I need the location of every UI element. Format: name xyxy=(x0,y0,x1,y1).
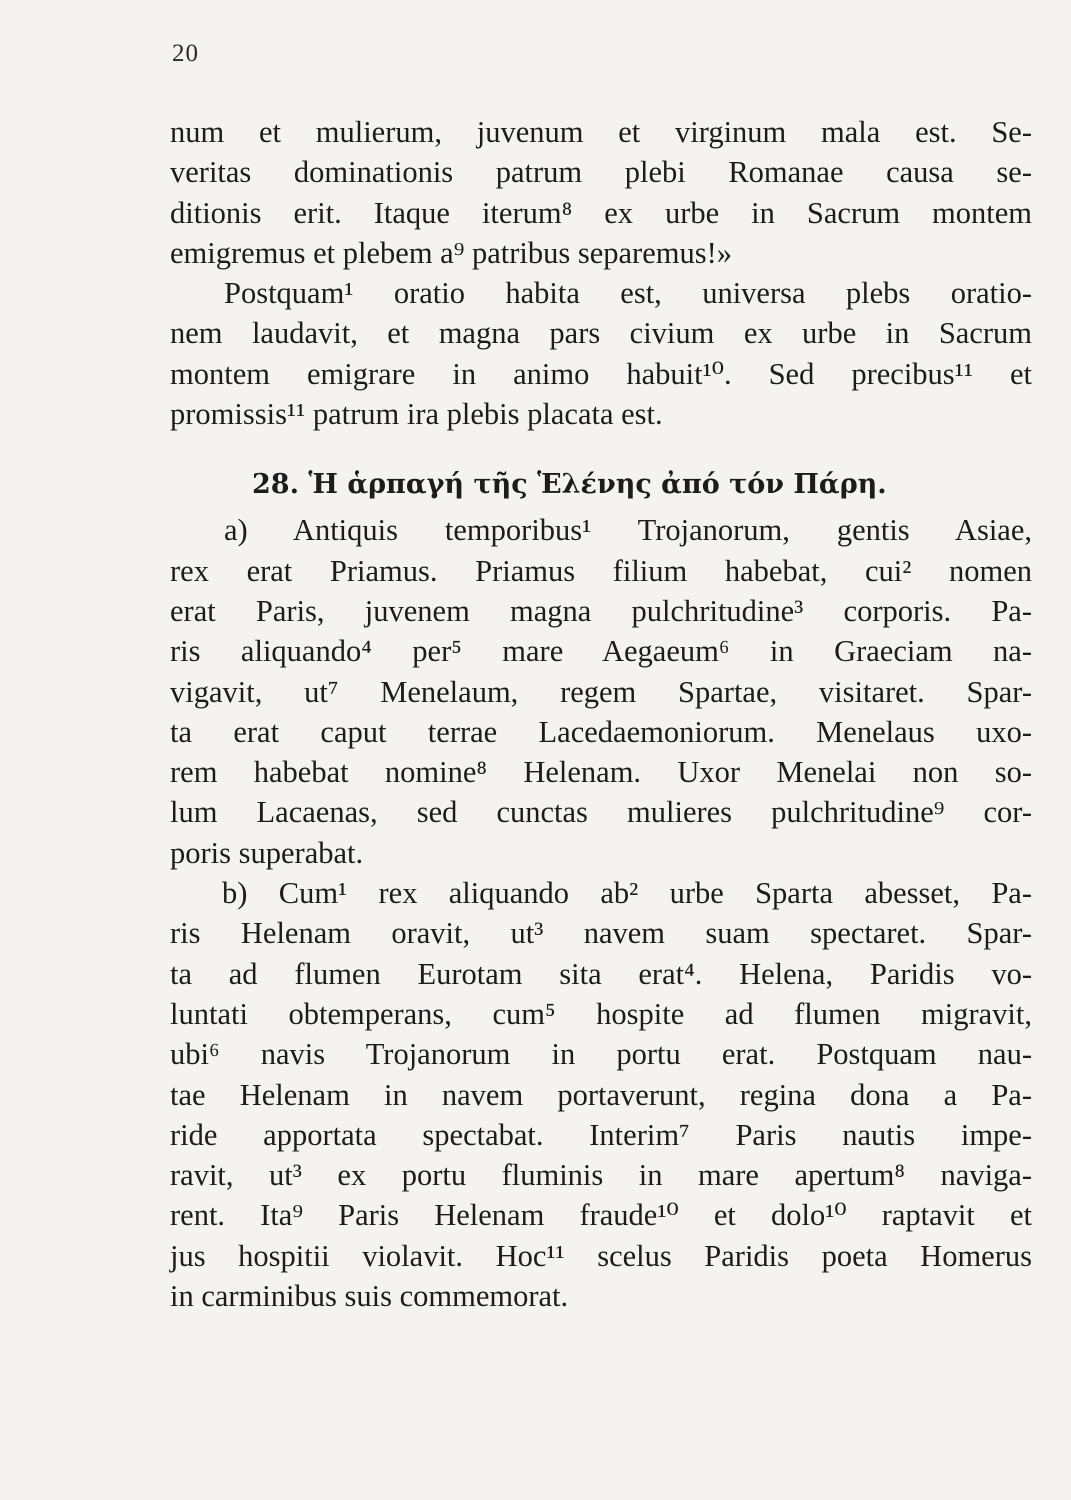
intro-paragraph xyxy=(170,112,1032,434)
text-block xyxy=(170,112,1032,1316)
text-line: a) Antiquis temporibus¹ Trojanorum, gentis Asiae, xyxy=(224,513,1032,548)
text-line: rent. Ita⁹ Paris Helenam fraude¹⁰ et dolo¹⁰ raptavit et xyxy=(170,1198,1032,1233)
text-line: Postquam¹ oratio habita est, universa plebs oratio- xyxy=(224,276,1032,311)
text-line: lum Lacaenas, sed cunctas mulieres pulchritudine⁹ cor- xyxy=(170,795,1032,830)
text-line: ravit, ut³ ex portu fluminis in mare apertum⁸ naviga- xyxy=(170,1158,1032,1193)
part-b-paragraph xyxy=(170,873,1032,1316)
text-line: veritas dominationis patrum plebi Romanae causa se- xyxy=(170,155,1032,190)
text-line: ta erat caput terrae Lacedaemoniorum. Menelaus uxo- xyxy=(170,714,1032,749)
text-line: num et mulierum, juvenum et virginum mala est. Se- xyxy=(170,115,1032,149)
text-line: ride apportata spectabat. Interim⁷ Paris nautis impe- xyxy=(170,1117,1032,1152)
part-a-paragraph xyxy=(170,510,1032,873)
section-heading: 28. Ἡ ἁρπαγή τῆς Ἑλένης ἀπό τόν Πάρη. xyxy=(252,469,887,501)
text-line: rem habebat nomine⁸ Helenam. Uxor Menelai non so- xyxy=(170,755,1032,790)
text-line: ta ad flumen Eurotam sita erat⁴. Helena, Paridis vo- xyxy=(170,956,1032,991)
text-line: vigavit, ut⁷ Menelaum, regem Spartae, visitaret. Spar- xyxy=(170,674,1032,709)
text-line: ditionis erit. Itaque iterum⁸ ex urbe in Sacrum montem xyxy=(170,195,1032,230)
text-line: in carminibus suis commemorat. xyxy=(170,1279,569,1314)
text-line: nem laudavit, et magna pars civium ex urbe in Sacrum xyxy=(170,316,1032,351)
text-line: ubi⁶ navis Trojanorum in portu erat. Postquam nau- xyxy=(170,1037,1032,1072)
text-line: emigremus et plebem a⁹ patribus separemus!» xyxy=(170,235,733,270)
text-line: ris Helenam oravit, ut³ navem suam spectaret. Spar- xyxy=(170,916,1032,951)
text-line: rex erat Priamus. Priamus filium habebat, cui² nomen xyxy=(170,553,1032,588)
text-line: promissis¹¹ patrum ira plebis placata est. xyxy=(170,397,663,432)
text-line: poris superabat. xyxy=(170,835,364,870)
text-line: jus hospitii violavit. Hoc¹¹ scelus Paridis poeta Homerus xyxy=(170,1238,1032,1273)
text-line: luntati obtemperans, cum⁵ hospite ad flumen migravit, xyxy=(170,996,1032,1031)
page-number: 20 xyxy=(172,40,199,67)
text-line: montem emigrare in animo habuit¹⁰. Sed precibus¹¹ et xyxy=(170,356,1032,391)
text-line: tae Helenam in navem portaverunt, regina dona a Pa- xyxy=(170,1077,1032,1112)
text-line: b) Cum¹ rex aliquando ab² urbe Sparta abesset, Pa- xyxy=(222,876,1032,911)
text-line: ris aliquando⁴ per⁵ mare Aegaeum⁶ in Graeciam na- xyxy=(170,634,1032,669)
text-line: erat Paris, juvenem magna pulchritudine³ corporis. Pa- xyxy=(170,593,1032,628)
